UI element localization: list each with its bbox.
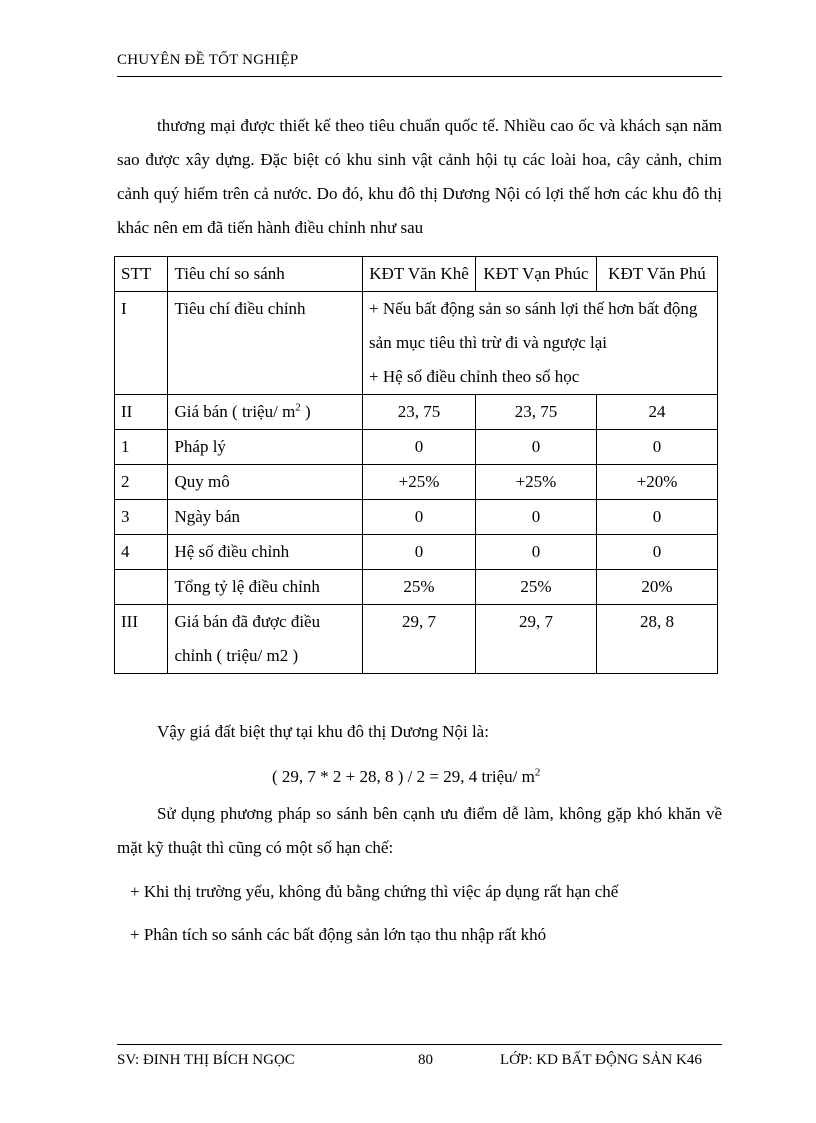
table-row — [115, 395, 718, 430]
value-cell: 25% — [475, 570, 596, 605]
adjustment-note — [363, 292, 718, 395]
comparison-table — [114, 256, 718, 674]
value-cell: 24 — [596, 395, 717, 430]
value-cell: 0 — [475, 500, 596, 535]
value-cell: +20% — [596, 465, 717, 500]
row-label: Quy mô — [168, 465, 363, 500]
table-header-row — [115, 257, 718, 292]
value-cell: +25% — [475, 465, 596, 500]
row-label: Tổng tỷ lệ điều chỉnh — [168, 570, 363, 605]
table-row — [115, 500, 718, 535]
adjustment-note-line: + Hệ số điều chỉnh theo số học — [369, 367, 580, 386]
page-header: CHUYÊN ĐỀ TỐT NGHIỆP — [117, 52, 299, 68]
value-cell: 29, 7 — [475, 605, 596, 674]
row-stt: 3 — [115, 500, 168, 535]
value-cell: 29, 7 — [363, 605, 476, 674]
row-label: Tiêu chí điều chỉnh — [168, 292, 363, 395]
footer-divider — [117, 1044, 722, 1045]
value-cell: 0 — [363, 430, 476, 465]
row-label: Pháp lý — [168, 430, 363, 465]
row-label-end: ) — [300, 402, 311, 421]
row-label-text: Giá bán ( triệu/ m — [174, 402, 296, 421]
table-row — [115, 430, 718, 465]
row-stt: III — [115, 605, 168, 674]
bullet-item: + Khi thị trường yếu, không đủ bằng chứng thì việc áp dụng rất hạn chế — [130, 882, 619, 901]
superscript: 2 — [295, 401, 301, 414]
footer-page-number: 80 — [418, 1052, 433, 1068]
row-stt: 4 — [115, 535, 168, 570]
header-cell: Tiêu chí so sánh — [168, 257, 363, 292]
footer-class: LỚP: KD BẤT ĐỘNG SẢN K46 — [500, 1052, 702, 1068]
row-stt: 1 — [115, 430, 168, 465]
formula — [272, 760, 540, 794]
value-cell: 20% — [596, 570, 717, 605]
value-cell: 23, 75 — [475, 395, 596, 430]
row-stt: II — [115, 395, 168, 430]
value-cell: 0 — [475, 535, 596, 570]
row-label: Ngày bán — [168, 500, 363, 535]
value-cell: 28, 8 — [596, 605, 717, 674]
row-stt: I — [115, 292, 168, 395]
value-cell: 25% — [363, 570, 476, 605]
value-cell: 0 — [363, 500, 476, 535]
header-cell: STT — [115, 257, 168, 292]
row-stt: 2 — [115, 465, 168, 500]
value-cell: 0 — [596, 535, 717, 570]
adjustment-note-line: + Nếu bất động sản so sánh lợi thế hơn bất động sản mục tiêu thì trừ đi và ngược lại — [369, 299, 698, 352]
formula-text: ( 29, 7 * 2 + 28, 8 ) / 2 = 29, 4 triệu/ m — [272, 767, 535, 786]
header-cell: KĐT Văn Phú — [596, 257, 717, 292]
superscript: 2 — [534, 766, 541, 779]
bullet-item: + Phân tích so sánh các bất động sản lớn tạo thu nhập rất khó — [130, 925, 547, 944]
table-row — [115, 535, 718, 570]
table-row — [115, 292, 718, 395]
value-cell: +25% — [363, 465, 476, 500]
row-label — [168, 395, 363, 430]
table-row — [115, 570, 718, 605]
table-row — [115, 465, 718, 500]
header-divider — [117, 76, 722, 77]
value-cell: 0 — [475, 430, 596, 465]
conclusion-text: Vậy giá đất biệt thự tại khu đô thị Dương Nội là: — [157, 722, 489, 741]
intro-paragraph: thương mại được thiết kế theo tiêu chuẩn quốc tế. Nhiều cao ốc và khách sạn năm sao được xây dựng. Đặc biệt có khu sinh vật cảnh hội tụ các loài hoa, cây cảnh, chim cảnh quý hiếm trên cả nước. Do đó, khu đô thị Dương Nội có lợi thế hơn các khu đô thị khác nên em đã tiến hành điều chỉnh như sau — [117, 116, 722, 237]
value-cell: 0 — [363, 535, 476, 570]
table-row — [115, 605, 718, 674]
value-cell: 0 — [596, 500, 717, 535]
row-label: Giá bán đã được điều chỉnh ( triệu/ m2 ) — [168, 605, 363, 674]
value-cell: 0 — [596, 430, 717, 465]
header-cell: KĐT Vạn Phúc — [475, 257, 596, 292]
value-cell: 23, 75 — [363, 395, 476, 430]
row-label: Hệ số điều chỉnh — [168, 535, 363, 570]
row-stt — [115, 570, 168, 605]
header-cell: KĐT Văn Khê — [363, 257, 476, 292]
footer-student: SV: ĐINH THỊ BÍCH NGỌC — [117, 1052, 295, 1068]
method-paragraph: Sử dụng phương pháp so sánh bên cạnh ưu điểm dễ làm, không gặp khó khăn về mặt kỹ thuật thì cũng có một số hạn chế: — [117, 804, 722, 857]
